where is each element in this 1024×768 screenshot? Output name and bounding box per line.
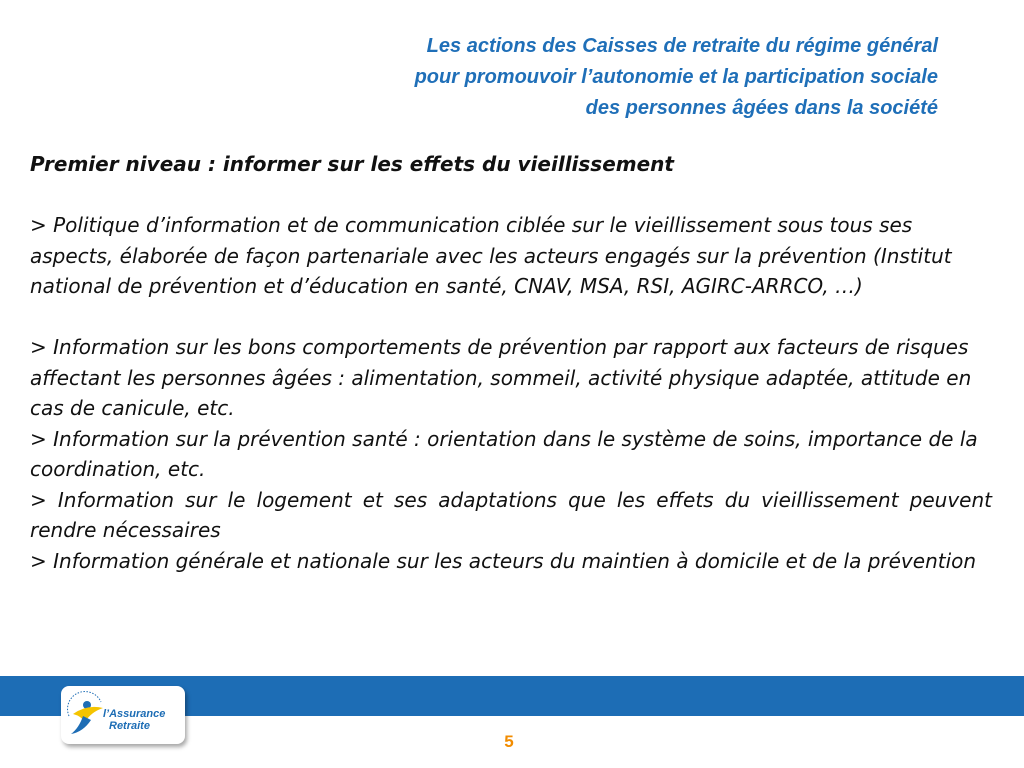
slide-title [218, 31, 938, 124]
bullet-item-5: > Information générale et nationale sur les acteurs du maintien à domicile et de la prévention [30, 548, 977, 573]
logo-line-2: Retraite [109, 720, 150, 732]
spacer [30, 180, 992, 211]
spacer [30, 302, 992, 333]
slide-title-line-2: pour promouvoir l’autonomie et la participation sociale [414, 66, 938, 88]
bullet-item-3: > Information sur la prévention santé : orientation dans le système de soins, importance de la coordination, etc. [30, 426, 978, 481]
bullet-item-1: > Politique d’information et de communication ciblée sur le vieillissement sous tous ses aspects, élaborée de façon partenariale avec les acteurs engagés sur la prévention (Institut national de prévention et d’éducation en santé, CNAV, MSA, RSI, AGIRC-ARRCO, …) [30, 213, 952, 298]
slide-title-line-3: des personnes âgées dans la société [585, 97, 938, 119]
assurance-retraite-logo [61, 686, 185, 744]
slide-body [30, 149, 992, 576]
logo-wordmark [103, 708, 165, 732]
bullet-item-2: > Information sur les bons comportements de prévention par rapport aux facteurs de risques affectant les personnes âgées : alimentation, sommeil, activité physique adaptée, attitude en cas de canicule, etc. [30, 335, 972, 420]
bullet-item-4: > Information sur le logement et ses adaptations que les effets du vieillissement peuvent rendre nécessaires [30, 487, 992, 542]
slide-title-line-1: Les actions des Caisses de retraite du régime général [426, 35, 938, 57]
section-heading: Premier niveau : informer sur les effets du vieillissement [30, 152, 674, 176]
page-number: 5 [504, 732, 514, 751]
logo-line-1: l’Assurance [103, 708, 166, 720]
